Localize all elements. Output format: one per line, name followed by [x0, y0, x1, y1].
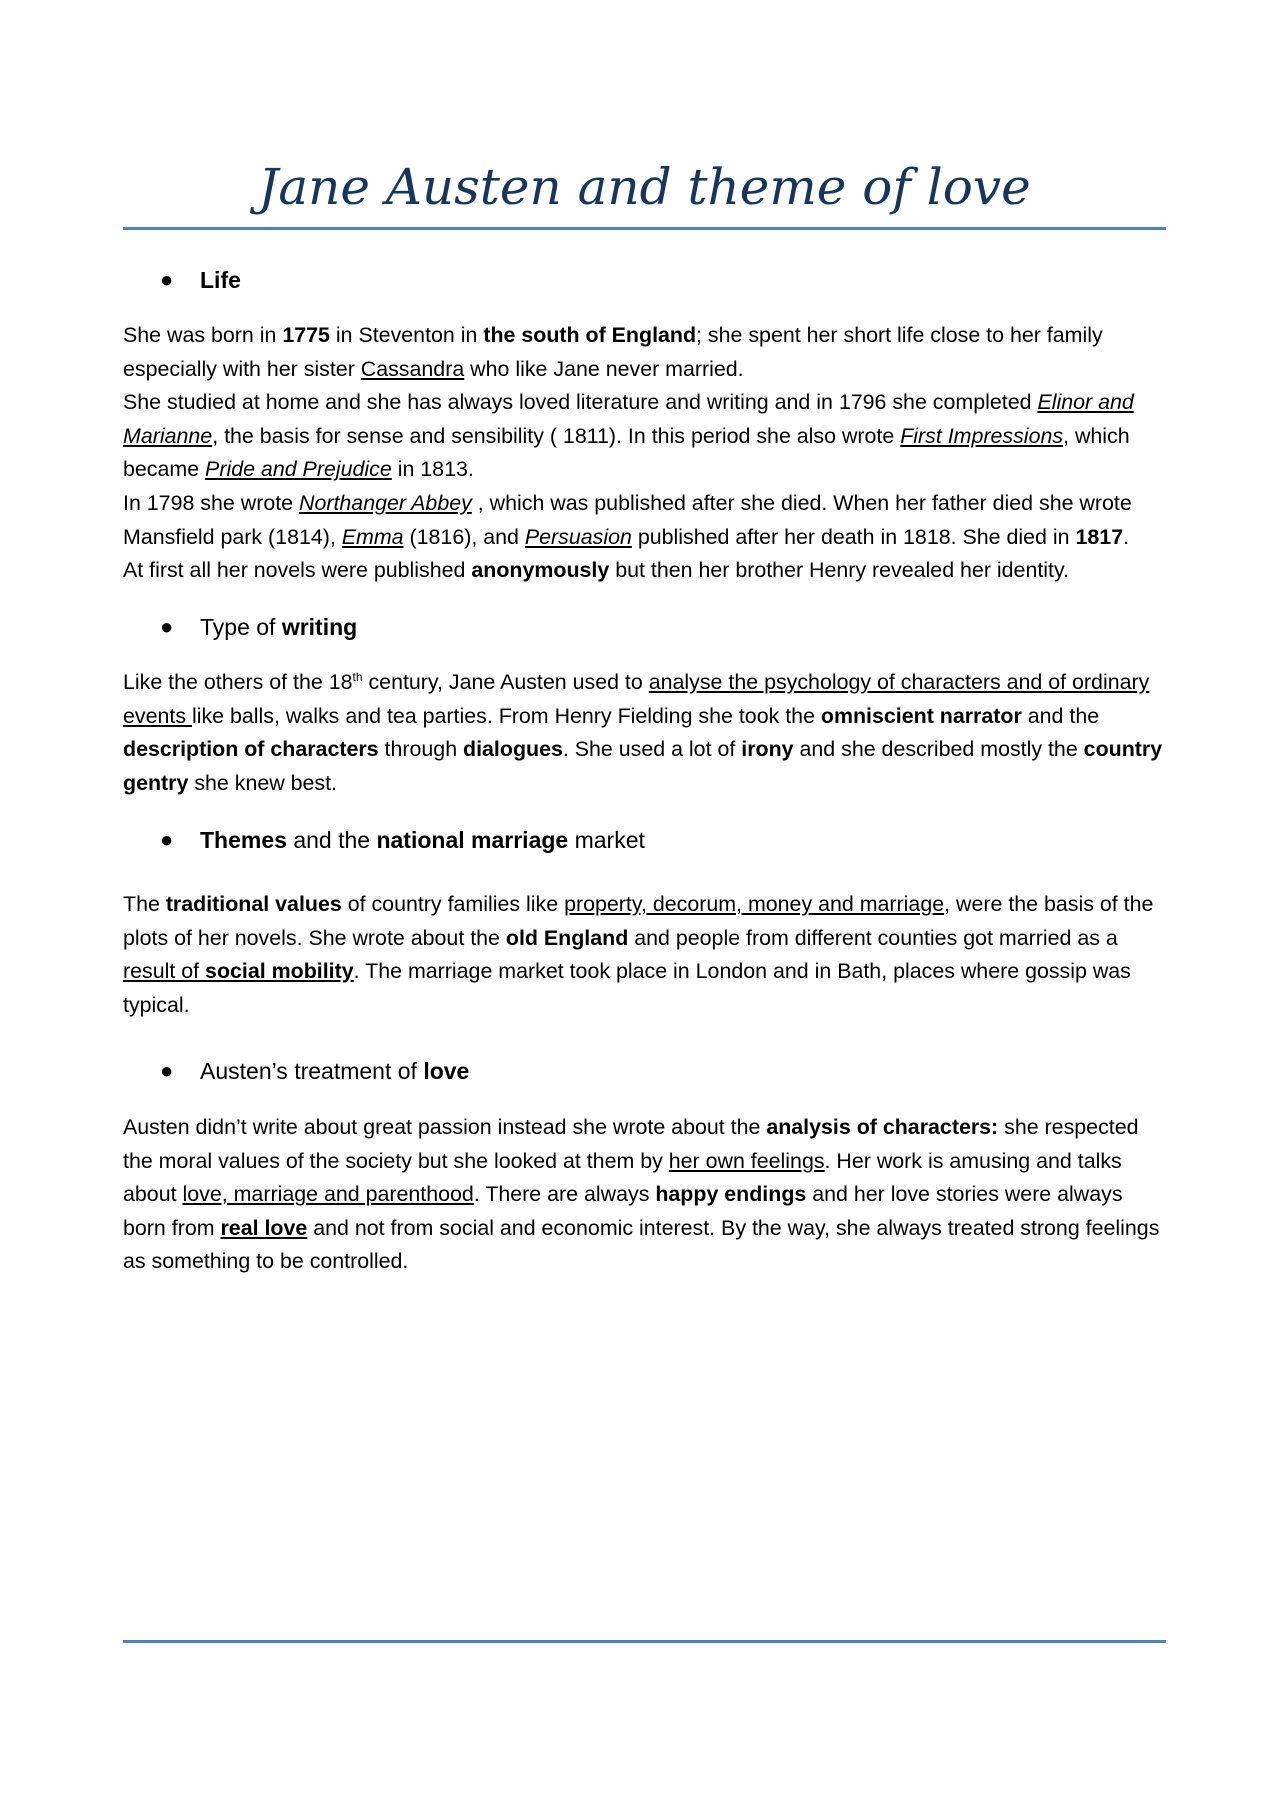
bullet-icon: ●: [160, 267, 174, 292]
text-run: . She used a lot of: [562, 737, 742, 762]
section-body-life: [123, 319, 1168, 588]
text-run: and her love stories were always born from: [123, 1182, 1123, 1240]
section-heading-text: [200, 1058, 469, 1085]
text-run: in Steventon in: [329, 323, 484, 347]
text-run: traditional values: [165, 892, 342, 916]
text-run: in 1813.: [391, 457, 474, 482]
text-run: , the basis for sense and sensibility ( 1811). In this period she also wrote: [212, 423, 901, 448]
text-run: description of characters: [123, 737, 379, 762]
text-run: property, decorum, money and marriage: [564, 892, 945, 916]
text-run: but then her brother Henry revealed her identity.: [609, 558, 1070, 583]
text-run: she respected the moral values of the society but she looked at them by: [123, 1115, 1139, 1173]
text-run: happy endings: [655, 1182, 807, 1207]
text-run: the south of England: [483, 323, 697, 347]
paragraph: [123, 666, 1168, 800]
text-run: and the: [286, 826, 377, 853]
text-run: like balls, walks and tea parties. From Henry Fielding she took the: [191, 703, 821, 728]
text-run: love: [423, 1057, 470, 1084]
text-run: old England: [505, 925, 629, 950]
text-run: In 1798 she wrote: [123, 490, 299, 515]
paragraph: [123, 319, 1168, 386]
paragraph: [123, 1111, 1168, 1279]
text-run: (1816), and: [403, 524, 525, 549]
text-run: and not from social and economic interest. By the way, she always treated strong feelings as something to be controlled.: [123, 1215, 1160, 1274]
text-run: century, Jane Austen used to: [362, 670, 649, 694]
section-heading-text: [200, 827, 645, 854]
text-run: , were the basis of the plots of her novels. She wrote about the: [123, 892, 1154, 950]
section-heading-themes: [160, 823, 645, 857]
document-title: Jane Austen and theme of love: [258, 158, 1031, 216]
text-run: market: [568, 826, 645, 853]
text-run: omniscient narrator: [820, 703, 1022, 728]
section-body-themes: [123, 888, 1168, 1022]
section-body-treatment-of-love: [123, 1111, 1168, 1279]
bullet-icon: ●: [160, 1058, 174, 1083]
text-run: 1775: [282, 323, 330, 347]
footer-rule: [123, 1640, 1166, 1643]
section-heading-life: [160, 263, 241, 297]
text-run: .: [1123, 524, 1130, 549]
text-run: analysis of characters:: [766, 1115, 999, 1139]
text-run: social mobility: [205, 959, 354, 984]
text-run: national marriage: [376, 826, 569, 853]
text-run: Pride and Prejudice: [205, 457, 392, 482]
text-run: First Impressions: [900, 423, 1064, 448]
text-run: published after her death in 1818. She died in: [631, 524, 1076, 549]
text-run: . Her work is amusing and talks about: [123, 1148, 1122, 1207]
text-run: anonymously: [471, 558, 610, 583]
paragraph: [123, 487, 1168, 554]
paragraph: [123, 888, 1168, 1022]
text-run: who like Jane never married.: [464, 356, 744, 381]
title-underline-rule: [123, 227, 1166, 230]
text-run: Austen’s treatment of: [200, 1057, 424, 1084]
text-run: Type of: [200, 613, 282, 640]
text-run: 1817: [1075, 524, 1124, 549]
bullet-icon: ●: [160, 827, 174, 852]
text-run: . There are always: [473, 1182, 656, 1207]
text-run: ; she spent her short life close to her family especially with her sister: [123, 323, 1103, 381]
text-run: Life: [200, 266, 241, 293]
text-run: through: [378, 737, 464, 762]
text-run: At first all her novels were published: [123, 558, 472, 583]
text-run: of country families like: [341, 892, 565, 916]
section-heading-text: [200, 267, 241, 294]
text-run: analyse the psychology of characters and of ordinary events: [123, 670, 1150, 728]
section-heading-type-of-writing: [160, 610, 357, 644]
text-run: The: [123, 892, 166, 916]
text-run: country gentry: [123, 737, 1163, 795]
text-run: her own feelings: [668, 1148, 825, 1173]
text-run: Elinor and Marianne: [123, 390, 1134, 448]
text-run: Cassandra: [360, 356, 465, 381]
text-run: Northanger Abbey: [299, 490, 472, 515]
section-heading-text: [200, 614, 357, 641]
bullet-icon: ●: [160, 614, 174, 639]
text-run: love, marriage and parenthood: [182, 1182, 474, 1207]
text-run: result of: [123, 959, 206, 984]
text-run: Themes: [200, 826, 287, 853]
text-run: dialogues: [463, 737, 563, 762]
paragraph: [123, 554, 1168, 588]
text-run: Persuasion: [524, 524, 632, 549]
text-run: She studied at home and she has always loved literature and writing and in 1796 she completed: [123, 390, 1038, 415]
text-run: Emma: [341, 524, 404, 549]
paragraph: [123, 386, 1168, 487]
text-run: She was born in: [123, 323, 283, 347]
section-body-type-of-writing: [123, 666, 1168, 800]
text-run: . The marriage market took place in London and in Bath, places where gossip was typical.: [123, 959, 1131, 1017]
text-run: and she described mostly the: [793, 737, 1084, 762]
section-heading-treatment-of-love: [160, 1054, 469, 1088]
text-run: irony: [741, 737, 794, 762]
text-run: Austen didn’t write about great passion instead she wrote about the: [123, 1115, 767, 1139]
text-run: , which became: [123, 423, 1130, 482]
text-run: she knew best.: [188, 770, 338, 795]
text-run: writing: [281, 613, 358, 640]
text-run: and people from different counties got married as a: [628, 925, 1118, 950]
text-run: , which was published after she died. When her father died she wrote Mansfield park (1814),: [123, 490, 1132, 549]
text-run: and the: [1021, 703, 1100, 728]
text-run: real love: [220, 1215, 308, 1240]
text-run: Like the others of the 18: [123, 670, 353, 694]
superscript-text: th: [352, 669, 363, 684]
